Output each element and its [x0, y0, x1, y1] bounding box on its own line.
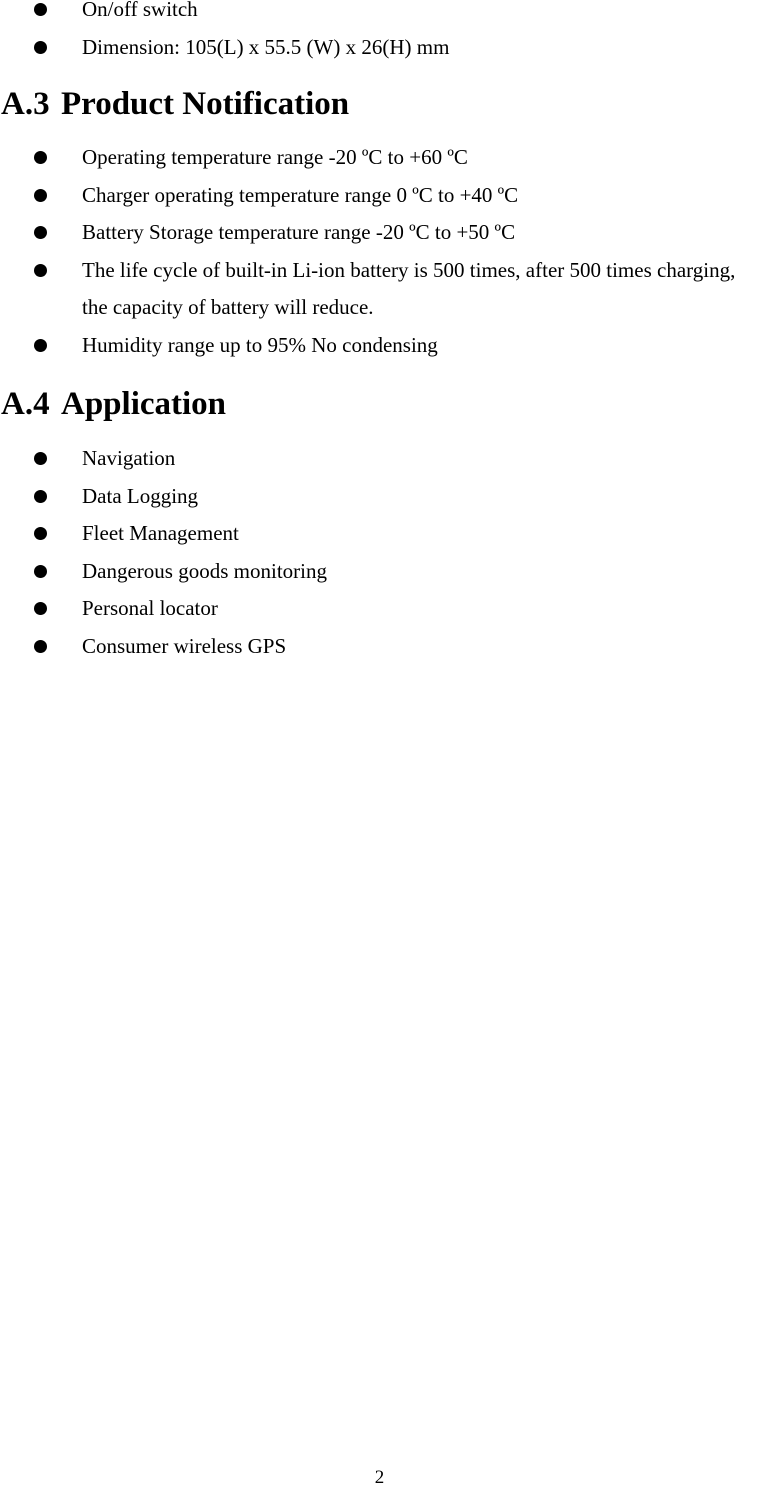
bullet-icon [34, 189, 47, 202]
list-item-text: Dangerous goods monitoring [82, 558, 327, 583]
product-notification-list [0, 139, 759, 364]
list-item [0, 440, 327, 478]
list-item-text: Navigation [82, 446, 176, 470]
bullet-icon [34, 264, 47, 277]
section-heading-product-notification [0, 84, 349, 124]
section-number: A.4 [1, 386, 50, 422]
bullet-icon [34, 151, 47, 164]
section-heading-application [0, 384, 226, 424]
list-item [0, 327, 759, 365]
bullet-icon [34, 490, 47, 503]
bullet-icon [34, 602, 47, 615]
list-item-text: Data Logging [82, 483, 199, 508]
bullet-icon [34, 452, 47, 465]
list-item [0, 139, 759, 177]
bullet-icon [34, 3, 47, 16]
list-item [0, 628, 327, 666]
list-item-text: Consumer wireless GPS [82, 633, 287, 658]
list-item [0, 177, 759, 215]
list-item [0, 252, 759, 327]
application-list [0, 440, 327, 665]
list-item [0, 214, 759, 252]
spec-list [0, 0, 449, 66]
list-item-text: Personal locator [82, 596, 218, 620]
section-title: Application [61, 386, 227, 422]
bullet-icon [34, 226, 47, 239]
list-item-text: Operating temperature range -20 ºC to +60 ºC [82, 145, 468, 169]
list-item [0, 590, 327, 628]
list-item-text: Dimension: 105(L) x 55.5 (W) x 26(H) mm [82, 34, 450, 59]
list-item-text: On/off switch [82, 0, 198, 21]
section-number: A.3 [1, 86, 50, 122]
list-item [0, 515, 327, 553]
list-item-text: The life cycle of built-in Li-ion battery is 500 times, after 500 times charging, the capacity of battery will reduce. [82, 257, 736, 319]
list-item [0, 478, 327, 516]
bullet-icon [34, 640, 47, 653]
list-item [0, 553, 327, 591]
page-number: 2 [374, 1467, 385, 1488]
list-item-text: Charger operating temperature range 0 ºC to +40 ºC [82, 182, 519, 207]
list-item [0, 0, 449, 29]
list-item-text: Battery Storage temperature range -20 ºC to +50 ºC [82, 220, 516, 244]
section-title: Product Notification [61, 86, 350, 122]
bullet-icon [34, 339, 47, 352]
list-item-text: Fleet Management [82, 521, 239, 545]
list-item [0, 29, 449, 67]
bullet-icon [34, 41, 47, 54]
bullet-icon [34, 527, 47, 540]
list-item-text: Humidity range up to 95% No condensing [82, 332, 438, 357]
bullet-icon [34, 565, 47, 578]
